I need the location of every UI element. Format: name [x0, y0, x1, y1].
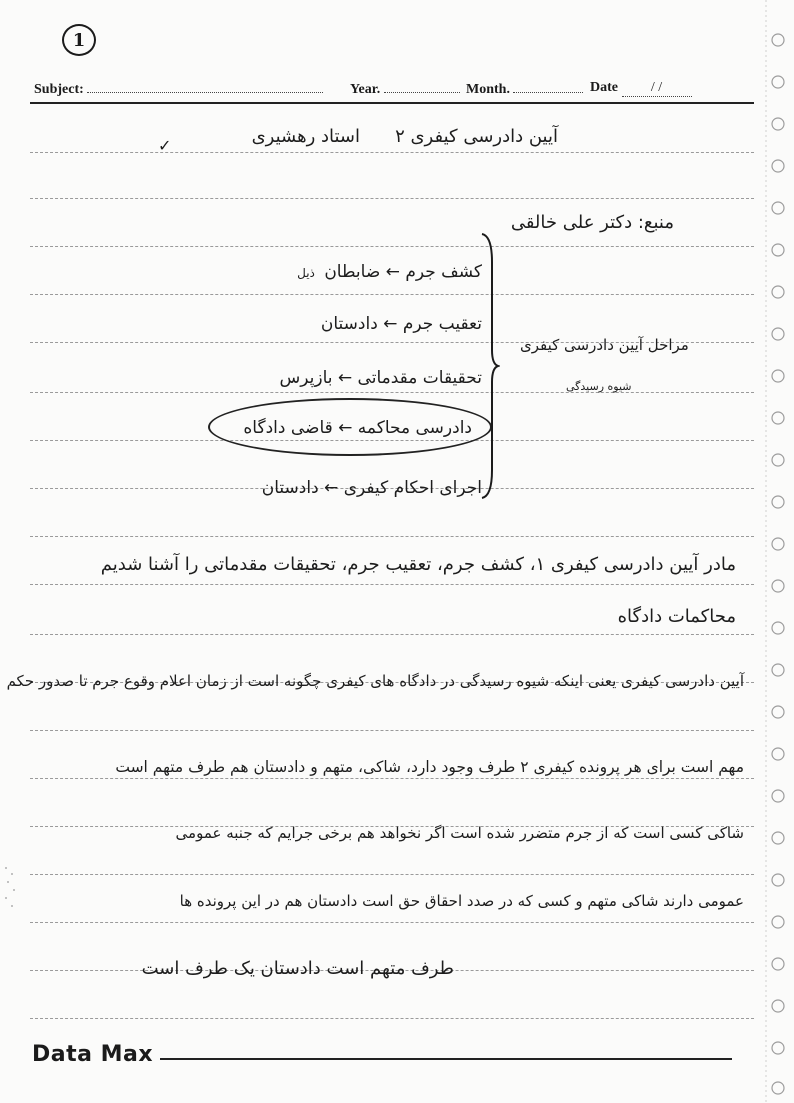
brand-logo: Data Max [32, 1042, 154, 1067]
year-blank [384, 80, 460, 93]
notebook-header [34, 80, 734, 102]
paragraph-line: محاکمات دادگاه [617, 606, 736, 627]
side-label-main: مراحل آیین دادرسی کیفری [520, 336, 689, 354]
page-edge-marks [0, 860, 24, 920]
subject-label: Subject: [34, 82, 84, 97]
footer-rule [160, 1058, 732, 1060]
spiral-binding [760, 0, 794, 1103]
subject-field [34, 80, 323, 98]
highlight-oval [208, 398, 492, 456]
course-title: آیین دادرسی کیفری ۲ [395, 126, 558, 147]
rule-line [30, 778, 754, 779]
rule-line [30, 634, 754, 635]
rule-line [30, 294, 754, 295]
rule-line [30, 1018, 754, 1019]
paragraph-line: آیین دادرسی کیفری یعنی اینکه شیوه رسیدگی در دادگاه های کیفری چگونه است از زمان اعلام وقوع جرم تا صدور حکم [6, 672, 744, 690]
source-reference: منبع: دکتر علی خالقی [510, 212, 674, 233]
list-item: تحقیقات مقدماتی ← بازپرس [279, 368, 482, 388]
list-item: اجرای احکام کیفری ← دادستان [261, 478, 482, 498]
date-field [590, 80, 692, 97]
list-item: تعقیب جرم ← دادستان [320, 314, 482, 334]
check-mark-icon: ✓ [158, 136, 172, 155]
month-label: Month. [466, 82, 510, 97]
header-rule [30, 102, 754, 104]
paragraph-line: مهم است برای هر پرونده کیفری ۲ طرف وجود دارد، شاکی، متهم و دادستان هم طرف متهم است [115, 758, 744, 776]
paragraph-line: طرف متهم است دادستان یک طرف است [141, 958, 454, 979]
year-field [350, 80, 460, 98]
stage-text: کشف جرم ← ضابطان [324, 262, 482, 282]
month-blank [513, 80, 583, 93]
paragraph-line: مادر آیین دادرسی کیفری ۱، کشف جرم، تعقیب جرم، تحقیقات مقدماتی را آشنا شدیم [100, 554, 736, 575]
rule-line [30, 392, 754, 393]
rule-line [30, 922, 754, 923]
date-value: / / [622, 80, 692, 97]
list-item [297, 262, 482, 282]
list-item: دادرسی محاکمه ← قاضی دادگاه [243, 418, 472, 438]
rule-line [30, 536, 754, 537]
rule-line [30, 584, 754, 585]
month-field [466, 80, 583, 98]
stage-note: ذیل [297, 266, 315, 280]
year-label: Year. [350, 82, 381, 97]
rule-line [30, 152, 754, 153]
rule-line [30, 198, 754, 199]
paragraph-line: شاکی کسی است که از جرم متضرر شده است اگر نخواهد هم برخی جرایم که جنبه عمومی [175, 824, 744, 842]
subject-blank [87, 80, 323, 93]
rule-line [30, 246, 754, 247]
rule-line [30, 874, 754, 875]
rule-line [30, 730, 754, 731]
paragraph-line: عمومی دارند شاکی متهم و کسی که در صدد احقاق حق است دادستان هم در این پرونده ها [179, 892, 744, 910]
side-label-sub: شیوه رسیدگی [566, 380, 632, 393]
instructor-name: استاد رهشیری [251, 126, 360, 147]
page-number-text: 1 [72, 29, 86, 51]
page-number [62, 24, 96, 56]
curly-brace-icon [478, 232, 500, 500]
date-label: Date [590, 80, 618, 95]
